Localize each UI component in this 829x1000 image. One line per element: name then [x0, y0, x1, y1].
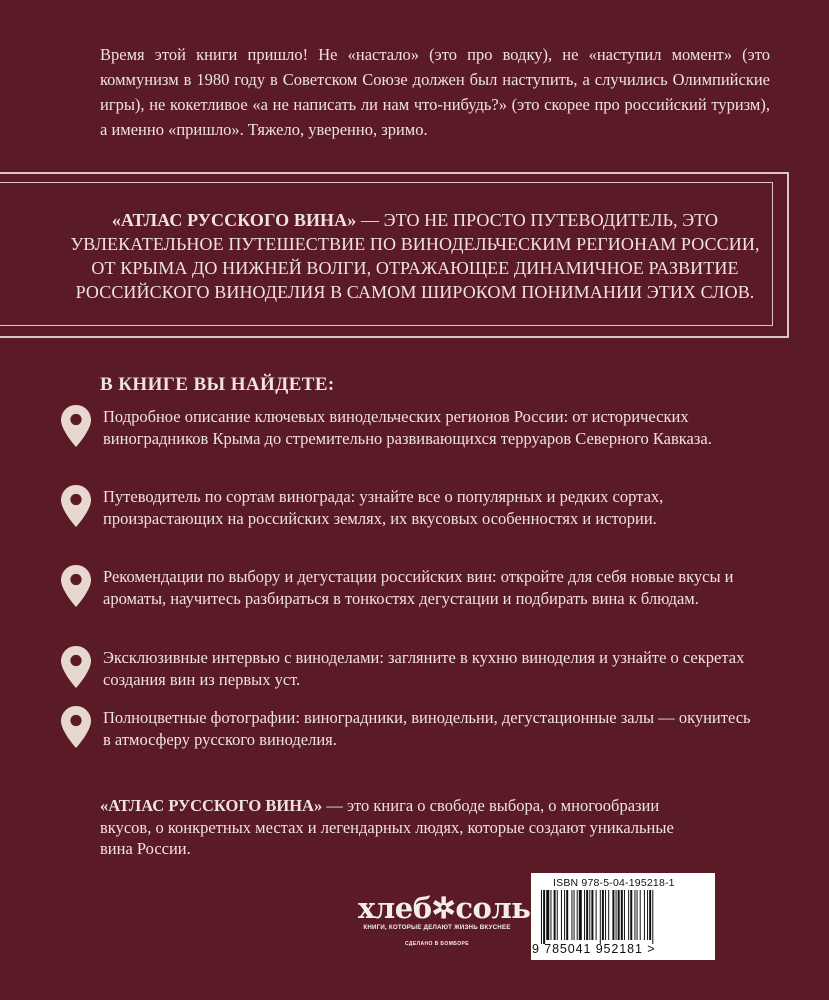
barcode-bar	[618, 890, 620, 940]
publisher-logo	[358, 891, 531, 947]
feature-text: Подробное описание ключевых винодельческих регионов России: от исторических виноградников Крыма до стремительно развивающихся терруаров Северного Кавказа.	[103, 407, 712, 448]
barcode-bar	[628, 890, 629, 940]
barcode-bar	[589, 890, 590, 940]
location-pin-icon	[60, 564, 92, 608]
barcode-bar	[605, 890, 606, 940]
barcode-bar	[602, 890, 604, 940]
barcode-bars	[541, 890, 705, 944]
barcode-bar	[634, 890, 635, 940]
barcode-bar	[554, 890, 556, 940]
barcode-bar	[584, 890, 585, 940]
feature-text: Путеводитель по сортам винограда: узнайте все о популярных и редких сортах, произрастающих на российских землях, их вкусовых особенностях и истории.	[103, 487, 664, 528]
barcode-bar	[616, 890, 617, 940]
barcode-bar	[579, 890, 582, 940]
location-pin-icon	[60, 645, 92, 689]
barcode-bar	[541, 890, 542, 944]
banner-text	[60, 208, 770, 304]
intro-paragraph: Время этой книги пришло! Не «настало» (это про водку), не «наступил момент» (это коммунизм в 1980 году в Советском Союзе должен был наступить, а случились Олимпийские игры), не кокетливое «а не написать ли нам что-нибудь?» (это скорее про российский туризм), а именно «пришло». Тяжело, уверенно, зримо.	[100, 45, 770, 139]
barcode-bar	[644, 890, 645, 940]
outro-body: — это книга о свободе выбора, о многообразии вкусов, о конкретных местах и легендарных людях, которые создают уникальные вина России.	[100, 796, 674, 858]
barcode-box	[531, 873, 715, 960]
logo-tagline: КНИГИ, КОТОРЫЕ ДЕЛАЮТ ЖИЗНЬ ВКУСНЕЕ	[363, 924, 511, 931]
feature-text: Полноцветные фотографии: виноградники, винодельни, дегустационные залы — окунитесь в атмосферу русского виноделия.	[103, 708, 751, 749]
barcode-bar	[577, 890, 578, 940]
outro-paragraph	[100, 795, 700, 860]
barcode-bar	[586, 890, 588, 940]
barcode-bar	[543, 890, 545, 944]
barcode-bar	[591, 890, 593, 940]
barcode-bar	[571, 890, 572, 940]
location-pin-icon	[60, 705, 92, 749]
location-pin-icon	[60, 484, 92, 528]
feature-text: Эксклюзивные интервью с виноделами: загляните в кухню виноделия и узнайте о секретах создания вин из первых уст.	[103, 648, 745, 689]
barcode-bar	[640, 890, 641, 940]
barcode-bar	[561, 890, 562, 940]
barcode-bar	[637, 890, 638, 940]
barcode-bar	[612, 890, 614, 940]
barcode-bar	[557, 890, 558, 940]
barcode-bar	[630, 890, 632, 940]
outro-title: «АТЛАС РУССКОГО ВИНА»	[100, 796, 323, 815]
logo-made-in: СДЕЛАНО В БОМБОРЕ	[404, 941, 470, 947]
barcode-bar	[652, 890, 653, 944]
barcode-bar	[574, 890, 575, 940]
barcode-bar	[600, 890, 601, 944]
barcode-bar	[566, 890, 568, 940]
feature-text: Рекомендации по выбору и дегустации российских вин: откройте для себя новые вкусы и ароматы, научитесь разбираться в тонкостях дегустации и подбирать вина к блюдам.	[103, 567, 734, 608]
logo-wordmark: хлеб✲соль	[358, 891, 531, 925]
barcode-bar	[647, 890, 648, 940]
barcode-bar	[649, 890, 651, 940]
section-title: В КНИГЕ ВЫ НАЙДЕТЕ:	[100, 374, 335, 395]
banner-body: — ЭТО НЕ ПРОСТО ПУТЕВОДИТЕЛЬ, ЭТО УВЛЕКАТЕЛЬНОЕ ПУТЕШЕСТВИЕ ПО ВИНОДЕЛЬЧЕСКИМ РЕГИОНАМ РОССИИ, ОТ КРЫМА ДО НИЖНЕЙ ВОЛГИ, ОТРАЖАЮЩЕЕ ДИНАМИЧНОЕ РАЗВИТИЕ РОССИЙСКОГО ВИНОДЕЛИЯ В САМОМ ШИРОКОМ ПОНИМАНИИ ЭТИХ СЛОВ.	[70, 210, 760, 302]
barcode-bar	[546, 890, 549, 940]
barcode-bar	[564, 890, 565, 940]
barcode-bar	[608, 890, 609, 940]
location-pin-icon	[60, 404, 92, 448]
barcode-bar	[624, 890, 625, 940]
banner-title: «АТЛАС РУССКОГО ВИНА»	[111, 210, 357, 230]
barcode-bar	[596, 890, 597, 940]
barcode-bar	[621, 890, 623, 940]
barcode-bar	[550, 890, 551, 940]
barcode-digits: 9 785041 952181 >	[532, 942, 656, 956]
isbn-text: ISBN 978-5-04-195218-1	[553, 877, 675, 889]
